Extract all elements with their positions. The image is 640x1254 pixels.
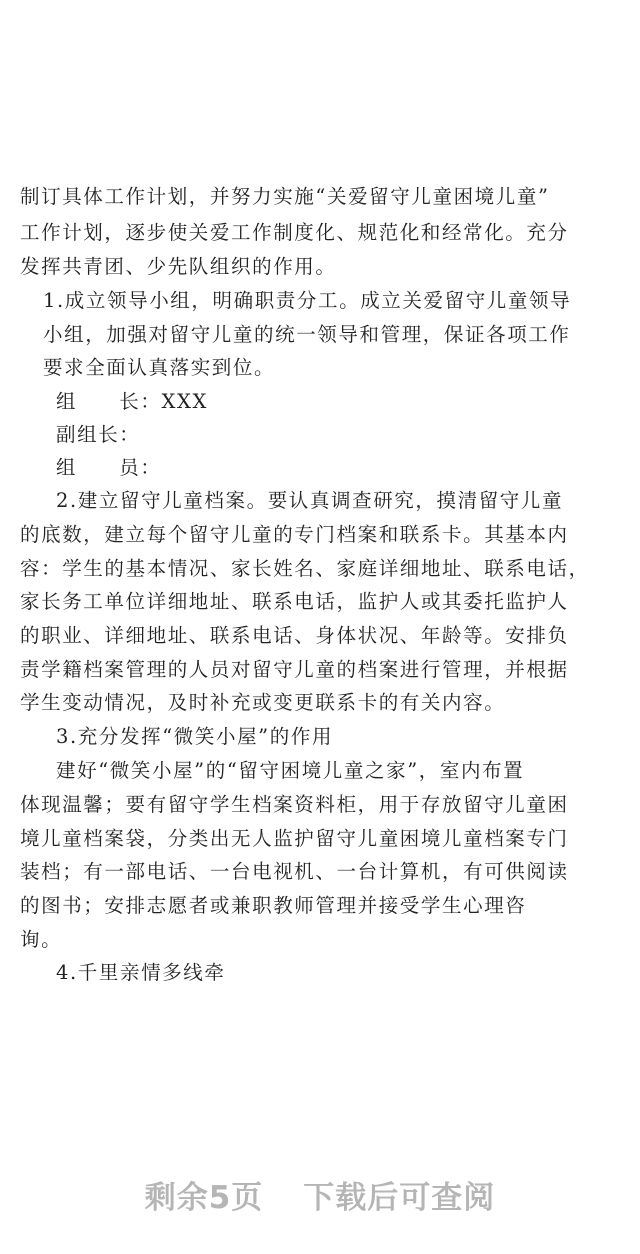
text-line: 境儿童档案袋，分类出无人监护留守儿童困境儿童档案专门 — [20, 827, 569, 850]
member-line: 组 员： — [56, 456, 162, 479]
text-line: 建好“微笑小屋”的“留守困境儿童之家”，室内布置 — [56, 759, 525, 782]
section-heading: 4.千里亲情多线牵 — [56, 961, 226, 984]
text-line: 的职业、详细地址、联系电话、身体状况、年龄等。安排负 — [20, 624, 569, 647]
text-line: 学生变动情况，及时补充或变更联系卡的有关内容。 — [20, 691, 506, 714]
text-line: 家长务工单位详细地址、联系电话，监护人或其委托监护人 — [20, 590, 569, 613]
text-line: 装档；有一部电话、一台电视机、一台计算机，有可供阅读 — [20, 860, 569, 883]
download-prompt-label: 下载后可查阅 — [303, 1180, 496, 1216]
text-line: 的底数，建立每个留守儿童的专门档案和联系卡。其基本内 — [20, 523, 569, 546]
leader-line: 组 长：XXX — [56, 390, 208, 413]
text-line: 询。 — [20, 928, 63, 951]
section-heading: 3.充分发挥“微笑小屋”的作用 — [56, 725, 334, 748]
remaining-pages-label: 剩余5页 — [144, 1180, 264, 1216]
text-line: 发挥共青团、少先队组织的作用。 — [20, 255, 337, 278]
text-line: 责学籍档案管理的人员对留守儿童的档案进行管理，并根据 — [20, 658, 569, 681]
text-line: 工作计划，逐步使关爱工作制度化、规范化和经常化。充分 — [20, 221, 569, 244]
text-line: 2.建立留守儿童档案。要认真调查研究，摸清留守儿童 — [56, 489, 564, 512]
remaining-pages-banner[interactable] — [0, 1172, 640, 1217]
text-line: 制订具体工作计划，并努力实施“关爱留守儿童困境儿童” — [20, 185, 550, 208]
text-line: 要求全面认真落实到位。 — [43, 356, 276, 379]
vice-leader-line: 副组长： — [56, 423, 141, 446]
text-line: 体现温馨；要有留守学生档案资料柜，用于存放留守儿童困 — [20, 793, 569, 816]
text-line: 容：学生的基本情况、家长姓名、家庭详细地址、联系电话， — [20, 557, 590, 580]
text-line: 1.成立领导小组，明确职责分工。成立关爱留守儿童领导 — [43, 289, 572, 312]
text-line: 小组，加强对留守儿童的统一领导和管理，保证各项工作 — [43, 323, 571, 346]
text-line: 的图书；安排志愿者或兼职教师管理并接受学生心理咨 — [20, 894, 527, 917]
